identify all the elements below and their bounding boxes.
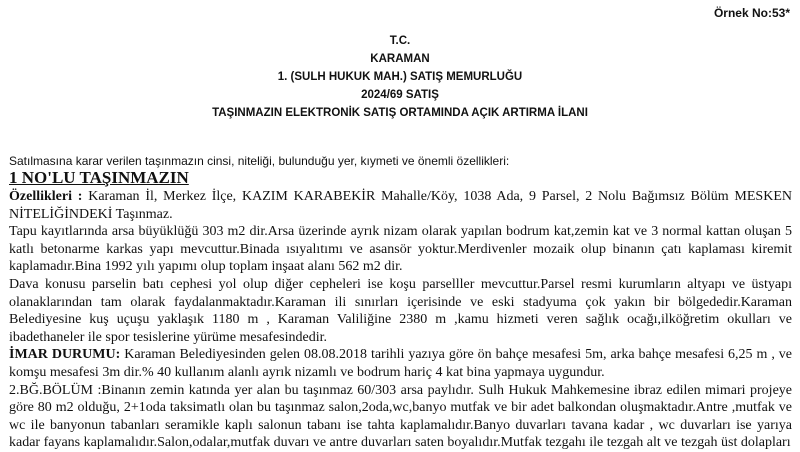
features-label: Özellikleri :: [9, 189, 83, 204]
zoning-label: İMAR DURUMU:: [9, 347, 121, 363]
features-text: Karaman İl, Merkez İlçe, KAZIM KARABEKİR Mahalle/Köy, 1038 Ada, 9 Parsel, 2 Nolu Bağımsız Bölüm MESKEN NİTELİĞİNDEKİ Taşınmaz.: [9, 189, 792, 222]
header-tc: T.C.: [389, 35, 411, 47]
document-header: [0, 32, 800, 104]
land-paragraph: Tapu kayıtlarında arsa büyüklüğü 303 m2 dir.Arsa üzerinde ayrık nizam olarak yapılan bodrum kat,zemin kat ve 3 normal kattan oluşan 5 katlı betonarme karkas yapı mevcuttur.Binada ısıyalıtımı ve asansör yoktur.Merdivenler mozaik olup binanın çatı kaplaması kiremit kaplamadır.Bina 1992 yılı yapımı olup toplam inşaat alanı 562 m2 dir.: [9, 224, 792, 275]
section-title: 1 NO'LU TAŞINMAZIN: [9, 168, 189, 187]
zoning-paragraph: [9, 346, 792, 381]
property-details: [9, 168, 792, 452]
location-paragraph: Dava konusu parselin batı cephesi yol olup diğer cepheleri ise koşu parselller mevcuttur.Parsel resmi kurumların altyapı ve üstyapı olanaklarından tam olarak faydalanmaktadır.Karaman ili sınırları içerisinde ve eski stadyuma çok yakın bir bölgededir.Karaman Belediyesine kuş uçuşu yaklaşık 1180 m , Karaman Valiliğine 2380 m ,kamu hizmeti veren sağlık ocağı,ilköğretim okulları ve ibadethaneler ile spor tesislerine yürüme mesafesindedir.: [9, 276, 792, 345]
features-paragraph: [9, 188, 792, 223]
header-office: 1. (SULH HUKUK MAH.) SATIŞ MEMURLUĞU: [277, 71, 523, 83]
zoning-text: Karaman Belediyesinden gelen 08.08.2018 tarihli yazıya göre ön bahçe mesafesi 5m, arka bahçe mesafesi 6,25 m , ve komşu mesafesi 3m dir.% 40 kullanım alanlı ayrık nizamlı ve bodrum hariç 4 kat bina yapmaya uygundur.: [9, 347, 792, 380]
sample-number: Örnek No:53*: [713, 6, 790, 20]
header-city: KARAMAN: [370, 53, 430, 65]
intro-text: Satılmasına karar verilen taşınmazın cinsi, niteliği, bulunduğu yer, kıymeti ve önemli özellikleri:: [9, 154, 510, 168]
announcement-title: TAŞINMAZIN ELEKTRONİK SATIŞ ORTAMINDA AÇIK ARTIRMA İLANI: [212, 107, 588, 119]
unit-paragraph: 2.BĞ.BÖLÜM :Binanın zemin katında yer alan bu taşınmaz 60/303 arsa paylıdır. Sulh Hukuk Mahkemesine ibraz edilen mimari projeye göre 80 m2 olduğu, 2+1oda taksimatlı olan bu taşınmaz salon,2oda,wc,banyo mutfak ve bir adet balkondan oluşmaktadır.Antre ,mutfak ve wc ile banyonun tabanları seramikle kaplı salonun tabanı ise tahta kaplamalıdır.Banyo duvarları tavana kadar , wc duvarları ise yarıya kadar fayans kaplamalıdır.Salon,odalar,mutfak duvarı ve antre duvarları saten boyalıdır.Mutfak tezgahı ile tezgah alt ve tezgah üst dolapları: [9, 382, 792, 451]
header-case-number: 2024/69 SATIŞ: [361, 89, 439, 101]
